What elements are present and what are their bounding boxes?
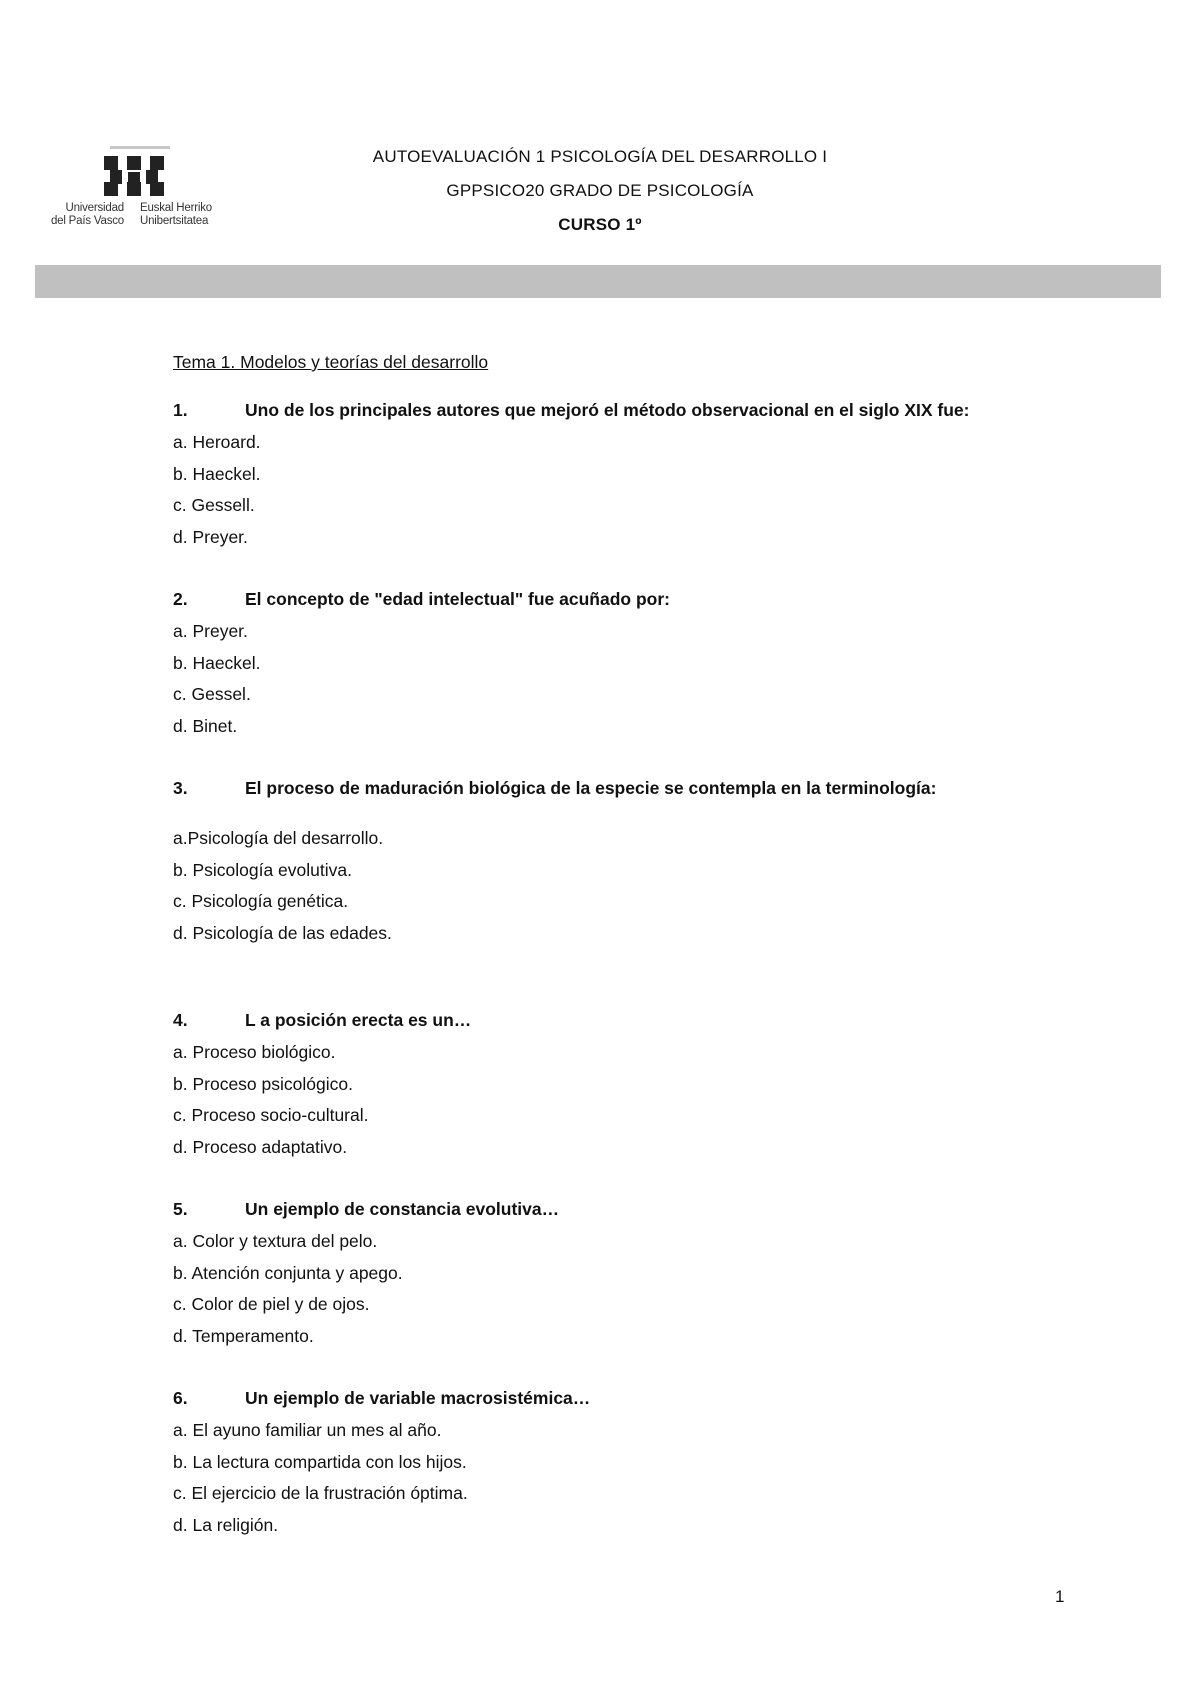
question-4 (173, 1004, 1073, 1036)
option-a: a. Preyer. (173, 621, 248, 641)
option-a: a.Psicología del desarrollo. (173, 828, 384, 848)
option-b: b. Proceso psicológico. (173, 1073, 353, 1094)
option-b: b. Atención conjunta y apego. (173, 1262, 403, 1283)
question-block-5 (173, 1193, 1073, 1351)
document-body (173, 346, 1073, 1571)
option-b: b. Haeckel. (173, 463, 261, 484)
document-header (300, 146, 900, 248)
question-text: Un ejemplo de constancia evolutiva… (245, 1199, 560, 1219)
question-number: 3. (173, 778, 188, 798)
option-d: d. Temperamento. (173, 1325, 314, 1346)
option-a: a. Heroard. (173, 432, 261, 452)
question-block-3 (173, 772, 1073, 948)
header-divider-bar (35, 265, 1161, 298)
option-c: c. Psicología genética. (173, 891, 349, 911)
logo-tagline-mark (110, 146, 170, 149)
option-c: c. Color de piel y de ojos. (173, 1294, 370, 1314)
question-text: El proceso de maduración biológica de la especie se contempla en la terminología: (245, 778, 937, 798)
option-c: c. Gessell. (173, 495, 255, 515)
logo-text-spanish: Universidad del País Vasco (50, 202, 124, 227)
option-d: d. Binet. (173, 715, 238, 736)
option-d: d. Preyer. (173, 526, 248, 547)
question-text: L a posición erecta es un… (245, 1010, 472, 1030)
option-b: b. La lectura compartida con los hijos. (173, 1451, 467, 1472)
option-b: b. Haeckel. (173, 652, 261, 673)
question-block-6 (173, 1382, 1073, 1540)
university-emblem-icon (104, 156, 164, 198)
university-logo (44, 146, 224, 228)
question-number: 1. (173, 400, 188, 420)
option-a: a. El ayuno familiar un mes al año. (173, 1420, 442, 1440)
question-block-2 (173, 583, 1073, 741)
question-text: Uno de los principales autores que mejoró el método observacional en el siglo XIX fue: (245, 400, 970, 420)
option-d: d. Proceso adaptativo. (173, 1136, 348, 1157)
question-5 (173, 1193, 1073, 1225)
question-block-1 (173, 394, 1073, 552)
logo-text-basque: Euskal Herriko Unibertsitatea (140, 202, 212, 227)
page-number: 1 (1055, 1587, 1065, 1606)
question-number: 6. (173, 1388, 188, 1408)
question-text: El concepto de "edad intelectual" fue acuñado por: (245, 589, 670, 609)
question-number: 5. (173, 1199, 188, 1219)
option-c: c. Gessel. (173, 684, 251, 704)
question-text: Un ejemplo de variable macrosistémica… (245, 1388, 591, 1408)
question-number: 4. (173, 1010, 188, 1030)
question-2 (173, 583, 1073, 615)
header-degree: GPPSICO20 GRADO DE PSICOLOGÍA (446, 181, 754, 200)
section-title: Tema 1. Modelos y teorías del desarrollo (173, 352, 489, 372)
header-title: AUTOEVALUACIÓN 1 PSICOLOGÍA DEL DESARROLLO I (372, 147, 828, 166)
question-number: 2. (173, 589, 188, 609)
question-block-4 (173, 1004, 1073, 1162)
option-b: b. Psicología evolutiva. (173, 859, 352, 880)
question-1 (173, 394, 1073, 426)
option-a: a. Proceso biológico. (173, 1042, 336, 1062)
header-course: CURSO 1º (558, 215, 642, 234)
option-a: a. Color y textura del pelo. (173, 1231, 378, 1251)
option-d: d. Psicología de las edades. (173, 922, 392, 943)
option-c: c. Proceso socio-cultural. (173, 1105, 369, 1125)
question-3 (173, 772, 1073, 804)
option-d: d. La religión. (173, 1514, 279, 1535)
option-c: c. El ejercicio de la frustración óptima. (173, 1483, 468, 1503)
question-6 (173, 1382, 1073, 1414)
